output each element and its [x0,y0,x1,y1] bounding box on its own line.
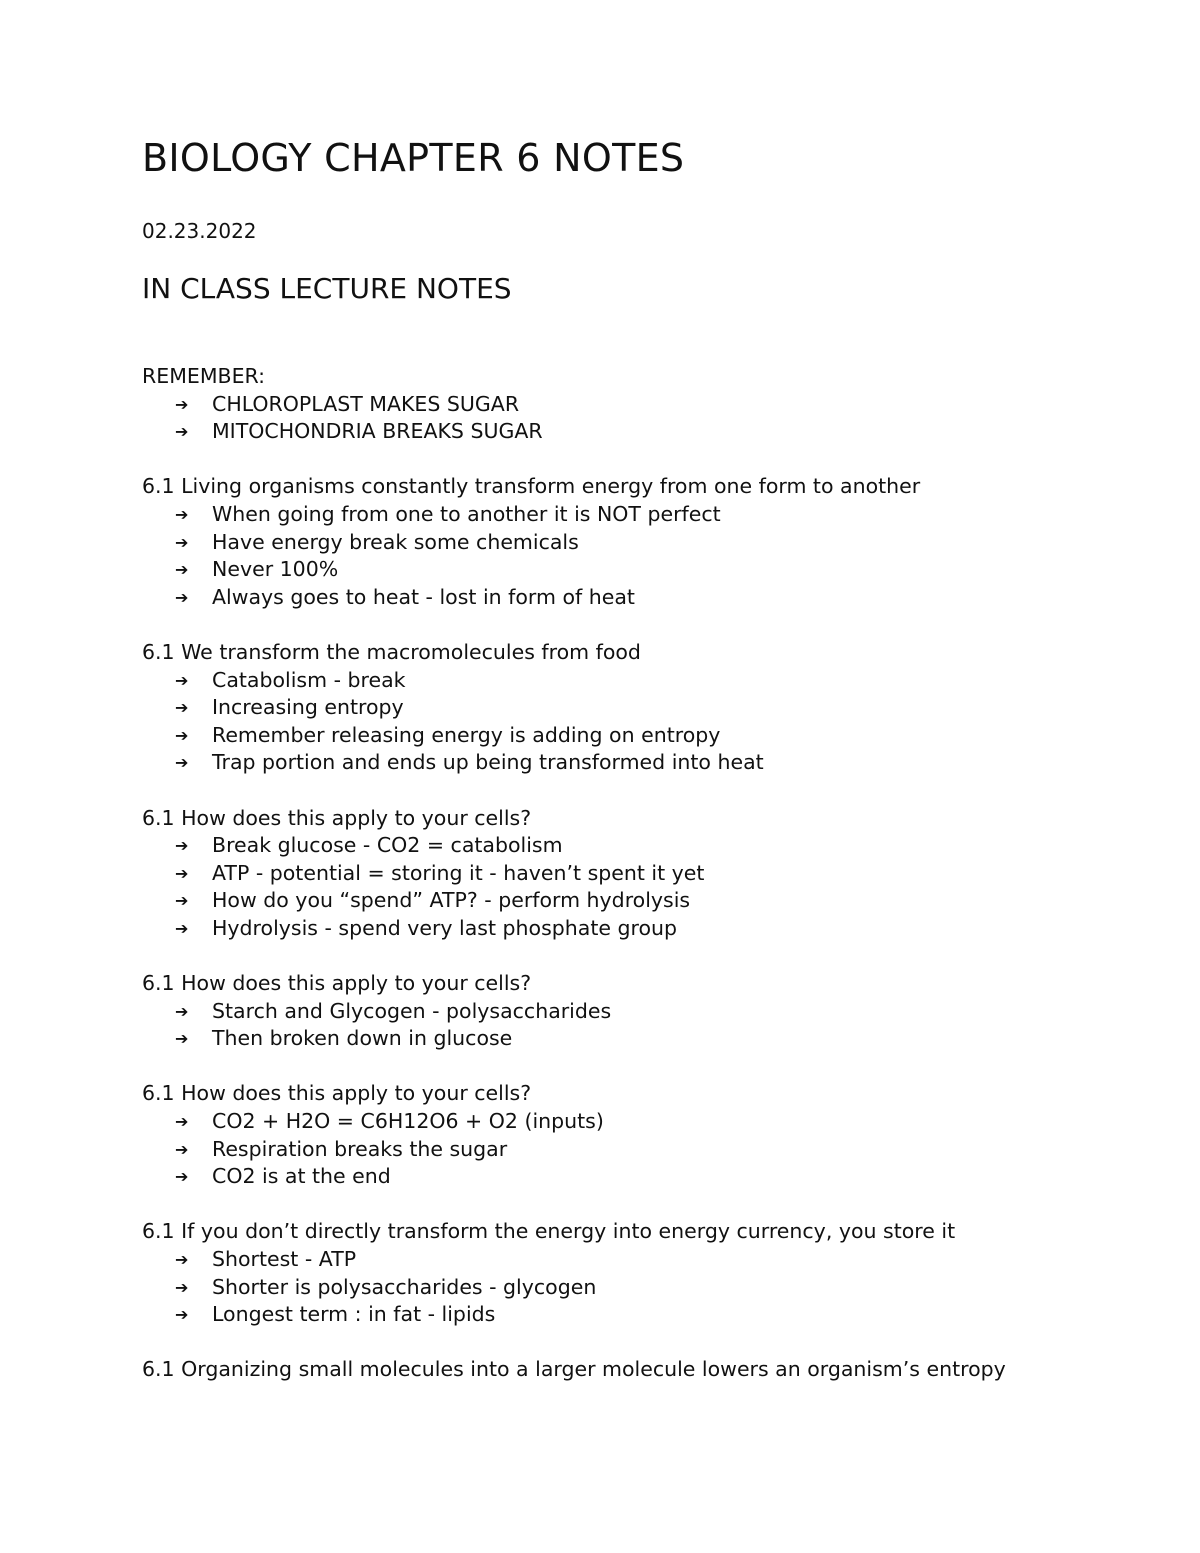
right-arrow-icon: ➔ [175,891,189,911]
notes-section [142,1356,1042,1384]
right-arrow-icon: ➔ [175,422,189,442]
bullet-item [142,749,1042,777]
right-arrow-icon: ➔ [175,753,189,773]
right-arrow-icon: ➔ [175,725,189,745]
bullet-item [142,1136,1042,1164]
bullet-text: Trap portion and ends up being transformed into heat [212,750,764,775]
bullet-text: CO2 + H2O = C6H12O6 + O2 (inputs) [212,1109,604,1134]
right-arrow-icon: ➔ [175,504,189,524]
bullet-list [142,832,1042,942]
document-title: BIOLOGY CHAPTER 6 NOTES [142,136,685,180]
notes-section [142,805,1042,943]
notes-section [142,363,1042,446]
notes-content [142,363,1042,1412]
bullet-list [142,1246,1042,1329]
right-arrow-icon: ➔ [175,1305,189,1325]
bullet-item [142,391,1042,419]
bullet-text: Hydrolysis - spend very last phosphate group [212,915,678,940]
bullet-item [142,1025,1042,1053]
right-arrow-icon: ➔ [175,698,189,718]
right-arrow-icon: ➔ [175,560,189,580]
bullet-text: Never 100% [212,557,339,582]
bullet-item [142,501,1042,529]
bullet-text: Break glucose - CO2 = catabolism [212,833,563,858]
bullet-item [142,860,1042,888]
right-arrow-icon: ➔ [175,1139,189,1159]
bullet-text: Respiration breaks the sugar [212,1136,508,1161]
bullet-item [142,1163,1042,1191]
bullet-list [142,667,1042,777]
bullet-text: Then broken down in glucose [212,1026,513,1051]
bullet-item [142,887,1042,915]
bullet-item [142,556,1042,584]
right-arrow-icon: ➔ [175,587,189,607]
bullet-list [142,391,1042,446]
bullet-item [142,694,1042,722]
right-arrow-icon: ➔ [175,1029,189,1049]
bullet-item [142,1108,1042,1136]
bullet-text: Increasing entropy [212,695,404,720]
section-heading: 6.1 How does this apply to your cells? [142,805,532,830]
bullet-item [142,667,1042,695]
bullet-list [142,501,1042,611]
bullet-text: When going from one to another it is NOT perfect [212,501,721,526]
right-arrow-icon: ➔ [175,1277,189,1297]
bullet-item [142,584,1042,612]
bullet-text: CHLOROPLAST MAKES SUGAR [212,391,520,416]
bullet-text: Catabolism - break [212,667,406,692]
section-heading: 6.1 Organizing small molecules into a larger molecule lowers an organism’s entropy [142,1357,1006,1382]
bullet-text: Remember releasing energy is adding on entropy [212,722,721,747]
right-arrow-icon: ➔ [175,532,189,552]
bullet-text: Always goes to heat - lost in form of heat [212,584,635,609]
bullet-item [142,529,1042,557]
right-arrow-icon: ➔ [175,1167,189,1187]
section-heading: 6.1 If you don’t directly transform the energy into energy currency, you store it [142,1219,956,1244]
bullet-item [142,915,1042,943]
notes-section [142,1218,1042,1328]
bullet-item [142,418,1042,446]
notes-section [142,473,1042,611]
right-arrow-icon: ➔ [175,394,189,414]
section-heading: 6.1 How does this apply to your cells? [142,971,532,996]
bullet-text: Longest term : in fat - lipids [212,1302,496,1327]
right-arrow-icon: ➔ [175,1112,189,1132]
right-arrow-icon: ➔ [175,836,189,856]
right-arrow-icon: ➔ [175,863,189,883]
bullet-item [142,1301,1042,1329]
bullet-text: Starch and Glycogen - polysaccharides [212,998,612,1023]
right-arrow-icon: ➔ [175,918,189,938]
section-heading: REMEMBER: [142,364,266,388]
bullet-item [142,998,1042,1026]
bullet-list [142,1108,1042,1191]
section-heading: 6.1 Living organisms constantly transform energy from one form to another [142,474,921,499]
bullet-text: Shortest - ATP [212,1247,357,1271]
right-arrow-icon: ➔ [175,1001,189,1021]
bullet-item [142,1246,1042,1274]
bullet-text: Have energy break some chemicals [212,529,579,554]
notes-section [142,1080,1042,1190]
bullet-text: Shorter is polysaccharides - glycogen [212,1274,597,1299]
bullet-text: How do you “spend” ATP? - perform hydrolysis [212,888,691,913]
right-arrow-icon: ➔ [175,1250,189,1269]
section-heading: 6.1 How does this apply to your cells? [142,1081,532,1106]
section-heading: 6.1 We transform the macromolecules from food [142,639,641,664]
bullet-text: MITOCHONDRIA BREAKS SUGAR [212,419,543,444]
document-subtitle: IN CLASS LECTURE NOTES [142,272,512,305]
bullet-item [142,722,1042,750]
document-date: 02.23.2022 [142,219,257,243]
bullet-text: ATP - potential = storing it - haven’t spent it yet [212,860,705,885]
bullet-text: CO2 is at the end [212,1164,391,1189]
notes-section [142,970,1042,1053]
notes-section [142,639,1042,777]
right-arrow-icon: ➔ [175,670,189,690]
bullet-item [142,1274,1042,1302]
bullet-list [142,998,1042,1053]
bullet-item [142,832,1042,860]
